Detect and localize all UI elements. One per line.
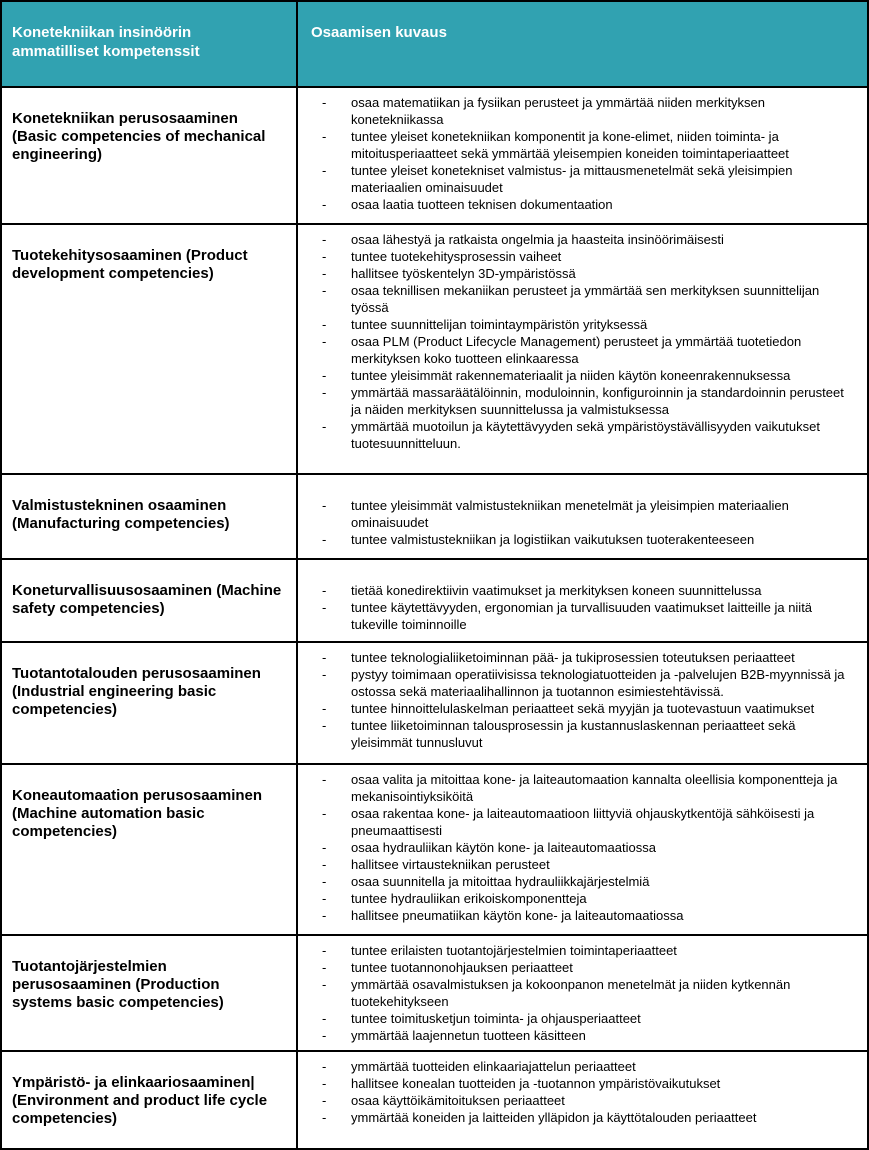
competency-item: - tuntee teknologialiiketoiminnan pää- ja tukiprosessien toteutuksen periaatteet bbox=[298, 649, 851, 666]
competency-item: - hallitsee työskentelyn 3D-ympäristössä bbox=[298, 265, 851, 282]
competency-item: - osaa rakentaa kone- ja laiteautomaatioon liittyviä ohjauskytkentöjä sähköisesti ja pneumaattisesti bbox=[298, 805, 851, 839]
competency-item: - tuntee hydrauliikan erikoiskomponentteja bbox=[298, 890, 851, 907]
competency-item: - osaa teknillisen mekaniikan perusteet ja ymmärtää sen merkityksen suunnittelijan työssä bbox=[298, 282, 851, 316]
competency-item: - tuntee erilaisten tuotantojärjestelmien toimintaperiaatteet bbox=[298, 942, 851, 959]
competency-item-list bbox=[298, 231, 851, 452]
competency-title: Koneautomaation perusosaaminen (Machine automation basic competencies) bbox=[2, 765, 298, 934]
competency-item: - hallitsee virtaustekniikan perusteet bbox=[298, 856, 851, 873]
competency-title: Ympäristö- ja elinkaariosaaminen| (Environment and product life cycle competencies) bbox=[2, 1052, 298, 1148]
competency-item-list bbox=[298, 1058, 851, 1126]
table-row bbox=[2, 86, 867, 223]
competency-title: Konetekniikan perusosaaminen (Basic competencies of mechanical engineering) bbox=[2, 88, 298, 223]
competency-item: - osaa lähestyä ja ratkaista ongelmia ja haasteita insinöörimäisesti bbox=[298, 231, 851, 248]
competency-title: Tuotantojärjestelmien perusosaaminen (Production systems basic competencies) bbox=[2, 936, 298, 1050]
competency-description-cell bbox=[298, 936, 867, 1050]
competency-description-cell bbox=[298, 88, 867, 223]
competency-item: - ymmärtää laajennetun tuotteen käsitteen bbox=[298, 1027, 851, 1044]
competency-item-list bbox=[298, 771, 851, 924]
competency-description-cell bbox=[298, 475, 867, 558]
competency-item: - tuntee käytettävyyden, ergonomian ja turvallisuuden vaatimukset laitteille ja niitä tukeville toiminnoille bbox=[298, 599, 851, 633]
competency-item: - ymmärtää muotoilun ja käytettävyyden sekä ympäristöystävällisyyden vaikutukset tuotesuunnitteluun. bbox=[298, 418, 851, 452]
competency-description-cell bbox=[298, 560, 867, 641]
table-header-row bbox=[2, 2, 867, 86]
competency-item: - tuntee hinnoittelulaskelman periaatteet sekä myyjän ja tuotevastuun vaatimukset bbox=[298, 700, 851, 717]
table-row bbox=[2, 641, 867, 763]
competency-item: - pystyy toimimaan operatiivisissa teknologiatuotteiden ja -palvelujen B2B-myynnissä ja ostossa sekä materiaalihallinnon ja tuotannon esimiestehtävissä. bbox=[298, 666, 851, 700]
table-row bbox=[2, 934, 867, 1050]
competency-item: - tuntee yleiset konetekniset valmistus- ja mittausmenetelmät sekä yleisimpien materiaalien ominaisuudet bbox=[298, 162, 851, 196]
competency-title: Tuotantotalouden perusosaaminen (Industrial engineering basic competencies) bbox=[2, 643, 298, 763]
competency-item: - tuntee yleisimmät valmistustekniikan menetelmät ja yleisimpien materiaalien ominaisuudet bbox=[298, 497, 851, 531]
competency-title: Koneturvallisuusosaaminen (Machine safety competencies) bbox=[2, 560, 298, 641]
competency-item: - osaa hydrauliikan käytön kone- ja laiteautomaatiossa bbox=[298, 839, 851, 856]
table-row bbox=[2, 223, 867, 473]
competency-item: - osaa PLM (Product Lifecycle Management) perusteet ja ymmärtää tuotetiedon merkityksen koko tuotteen elinkaaressa bbox=[298, 333, 851, 367]
competency-item: - tuntee tuotannonohjauksen periaatteet bbox=[298, 959, 851, 976]
competency-item: - tuntee valmistustekniikan ja logistiikan vaikutuksen tuoterakenteeseen bbox=[298, 531, 851, 548]
competency-item: - tuntee yleisimmät rakennemateriaalit ja niiden käytön koneenrakennuksessa bbox=[298, 367, 851, 384]
competency-item: - osaa laatia tuotteen teknisen dokumentaation bbox=[298, 196, 851, 213]
competency-item: - tuntee suunnittelijan toimintaympäristön yrityksessä bbox=[298, 316, 851, 333]
competency-title: Valmistustekninen osaaminen (Manufacturing competencies) bbox=[2, 475, 298, 558]
competency-title: Tuotekehitysosaaminen (Product development competencies) bbox=[2, 225, 298, 473]
competency-item-list bbox=[298, 942, 851, 1044]
competency-description-cell bbox=[298, 225, 867, 473]
competency-item: - ymmärtää tuotteiden elinkaariajattelun periaatteet bbox=[298, 1058, 851, 1075]
header-description-title: Osaamisen kuvaus bbox=[311, 24, 447, 41]
table-row bbox=[2, 763, 867, 934]
competency-item: - ymmärtää koneiden ja laitteiden ylläpidon ja käyttötalouden periaatteet bbox=[298, 1109, 851, 1126]
competency-item: - tuntee toimitusketjun toiminta- ja ohjausperiaatteet bbox=[298, 1010, 851, 1027]
competency-item: - hallitsee konealan tuotteiden ja -tuotannon ympäristövaikutukset bbox=[298, 1075, 851, 1092]
competency-item: - tietää konedirektiivin vaatimukset ja merkityksen koneen suunnittelussa bbox=[298, 582, 851, 599]
table-row bbox=[2, 1050, 867, 1148]
table-row bbox=[2, 558, 867, 641]
competency-item: - osaa matematiikan ja fysiikan perusteet ja ymmärtää niiden merkityksen konetekniikassa bbox=[298, 94, 851, 128]
competency-item: - hallitsee pneumatiikan käytön kone- ja laiteautomaatiossa bbox=[298, 907, 851, 924]
table-row bbox=[2, 473, 867, 558]
competency-item-list bbox=[298, 497, 851, 548]
competency-item-list bbox=[298, 649, 851, 751]
competency-item: - tuntee yleiset konetekniikan komponentit ja kone-elimet, niiden toiminta- ja mitoitusperiaatteet sekä ymmärtää yleisempien koneiden toimintaperiaatteet bbox=[298, 128, 851, 162]
competency-description-cell bbox=[298, 765, 867, 934]
competency-item-list bbox=[298, 582, 851, 633]
competency-item: - ymmärtää osavalmistuksen ja kokoonpanon menetelmät ja niiden kytkennän tuotekehitykseen bbox=[298, 976, 851, 1010]
competency-description-cell bbox=[298, 643, 867, 763]
competency-item: - tuntee liiketoiminnan talousprosessin ja kustannuslaskennan periaatteet sekä yleisimmät tunnusluvut bbox=[298, 717, 851, 751]
competency-item: - ymmärtää massaräätälöinnin, moduloinnin, konfiguroinnin ja standardoinnin perusteet ja näiden merkityksen suunnittelussa ja valmistuksessa bbox=[298, 384, 851, 418]
competency-item: - osaa suunnitella ja mitoittaa hydrauliikkajärjestelmiä bbox=[298, 873, 851, 890]
header-competencies-title: Konetekniikan insinöörin ammatilliset kompetenssit bbox=[2, 2, 298, 86]
competency-item-list bbox=[298, 94, 851, 213]
competency-item: - osaa käyttöikämitoituksen periaatteet bbox=[298, 1092, 851, 1109]
competency-item: - tuntee tuotekehitysprosessin vaiheet bbox=[298, 248, 851, 265]
competency-item: - osaa valita ja mitoittaa kone- ja laiteautomaation kannalta oleellisia komponentteja ja mekanisointiyksiköitä bbox=[298, 771, 851, 805]
